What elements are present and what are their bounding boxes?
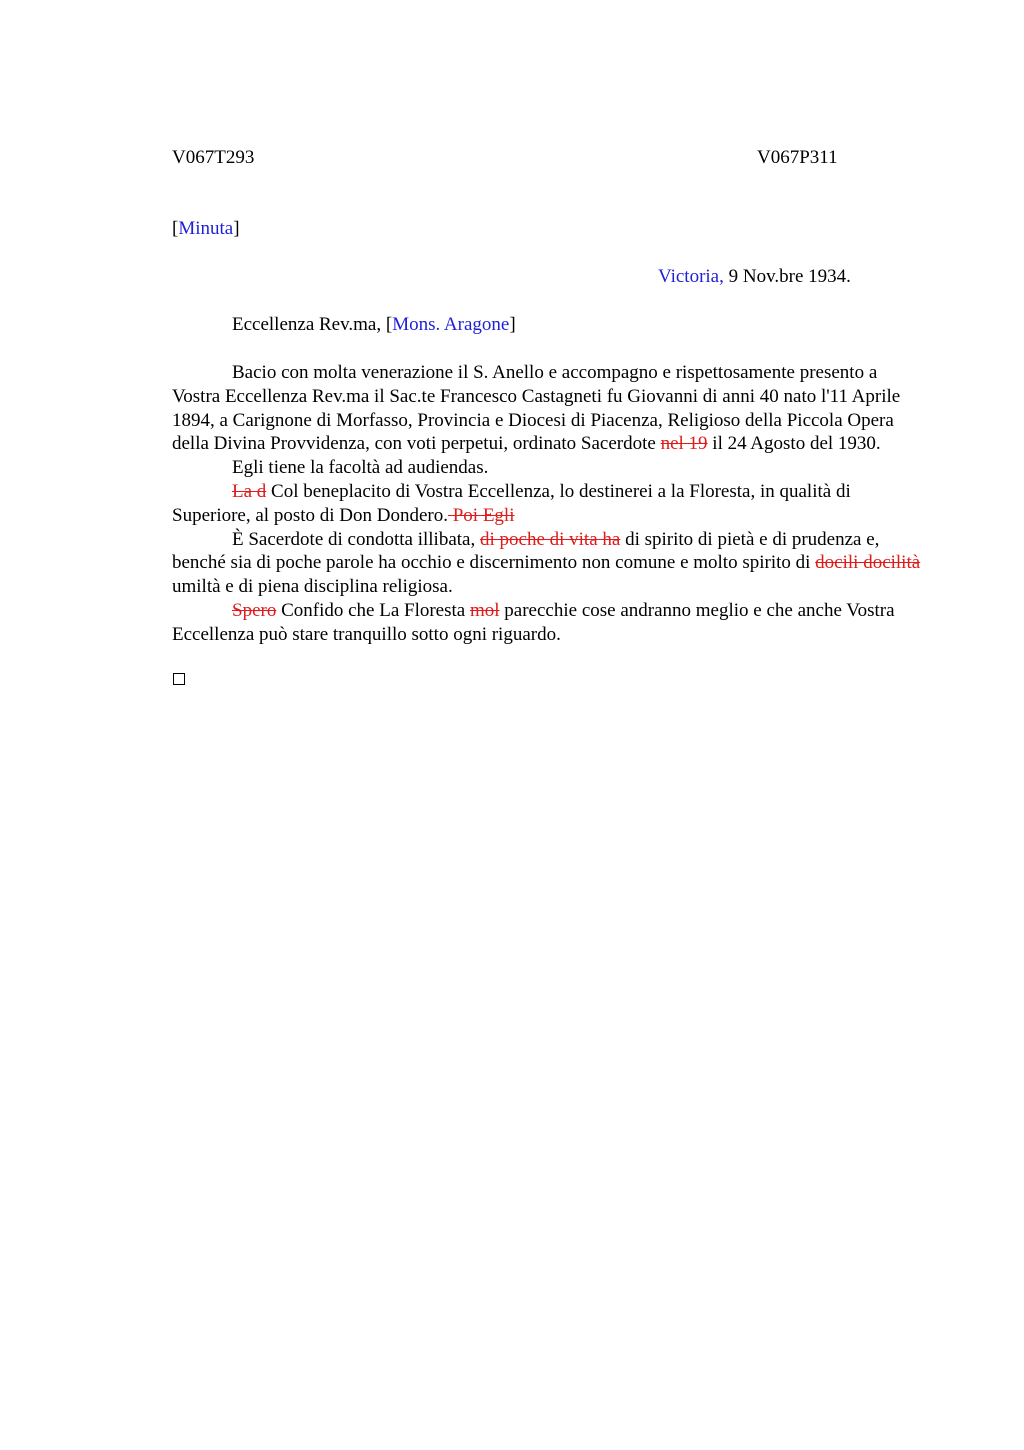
p5-text-b: parecchie cose andranno meglio e che anche Vostra Eccellenza può stare tranquillo sotto ogni riguardo.	[172, 599, 895, 645]
p4-text-c: umiltà e di piena disciplina religiosa.	[172, 576, 453, 598]
salutation	[232, 314, 516, 336]
paragraph-1	[172, 361, 928, 456]
p3-deletion-1: La d	[232, 480, 267, 502]
p5-text-a: Confido che La Floresta	[276, 599, 470, 621]
paragraph-4	[172, 528, 928, 599]
minuta-text: Minuta	[178, 218, 234, 239]
p5-deletion-1: Spero	[232, 599, 277, 621]
p2-text-a: Egli tiene la facoltà ad audiendas.	[232, 457, 489, 479]
salutation-recipient: Mons. Aragone	[392, 314, 510, 335]
empty-square-icon	[173, 673, 185, 685]
p1-deletion-1: nel 19	[660, 433, 708, 455]
salutation-close: ]	[509, 314, 516, 335]
paragraph-2	[172, 456, 928, 480]
p1-text-a: Bacio con molta venerazione il S. Anello e accompagno e rispettosamente presento a Vostra Eccellenza Rev.ma il Sac.te Francesco Castagneti fu Giovanni di anni 40 nato l'11 Aprile 1894, a Carignone di Morfasso, Provincia e Diocesi di Piacenza, Religioso della Piccola Opera della Divina Provvidenza, con voti perpetui, ordinato Sacerdote	[172, 362, 901, 455]
document-code-right: V067P311	[757, 147, 838, 168]
p4-deletion-2: docili docilità	[815, 552, 921, 574]
p3-text-a: Col beneplacito di Vostra Eccellenza, lo destinerei a la Floresta, in qualità di Superiore, al posto di Don Dondero.	[172, 480, 851, 526]
p1-text-b: il 24 Agosto del 1930.	[707, 433, 881, 455]
letter-body	[172, 361, 928, 647]
paragraph-3	[172, 480, 928, 528]
p5-deletion-2: mol	[469, 599, 500, 621]
document-code-left: V067T293	[172, 147, 255, 168]
dateline-date: 9 Nov.bre 1934.	[723, 266, 851, 287]
minuta-label	[172, 218, 240, 240]
bracket-open: [	[172, 218, 179, 239]
p4-deletion-1: di poche di vita ha	[479, 528, 621, 550]
p3-deletion-2: Poi Egli	[447, 504, 515, 526]
dateline	[658, 266, 851, 288]
bracket-close: ]	[233, 218, 240, 239]
p4-text-a: È Sacerdote di condotta illibata,	[232, 528, 480, 550]
p4-text-b: di spirito di pietà e di prudenza e, benché sia di poche parole ha occhio e discernimento non comune e molto spirito di	[172, 528, 880, 574]
dateline-place: Victoria,	[658, 266, 724, 287]
paragraph-5	[172, 599, 928, 647]
salutation-text: Eccellenza Rev.ma, [	[232, 314, 393, 335]
